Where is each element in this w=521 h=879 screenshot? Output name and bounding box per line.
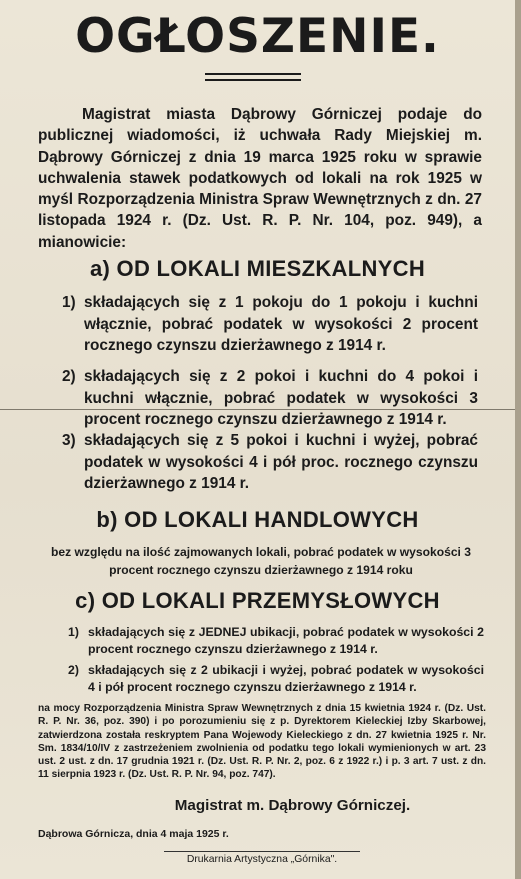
item-text: składających się z JEDNEJ ubikacji, pobrać podatek w wysokości 2 procent rocznego czynszu dzierżawnego z 1914 r. <box>88 625 484 656</box>
section-c-heading: c) OD LOKALI PRZEMYSŁOWYCH <box>75 588 440 613</box>
item-number: 1) <box>68 625 79 639</box>
signature: Magistrat m. Dąbrowy Górniczej. <box>174 797 411 814</box>
item-number: 3) <box>62 432 76 449</box>
legal-note: na mocy Rozporządzenia Ministra Spraw Wewnętrznych z dnia 15 kwietnia 1924 r. (Dz. Ust. R. P. Nr. 36, poz. 390) i po porozumieniu się z p. Dyrektorem Kieleckiej Izby Skarbowej, zatwierdzona została reskryptem Pana Wojewody Kieleckiego z dn. 27 kwietnia 1925 r. Nr. Sm. 1834/10/IV z zastrzeżeniem zwolnienia od podatku tego lokali wymienionych w art. 23 ust. 2 ust. z dn. 17 grudnia 1921 r. (Dz. Ust. R. P. Nr. 2, poz. 6 z 1922 r.) i p. 3 art. 7 ust. z dn. 11 sierpnia 1923 r. (Dz. Ust. R. P. Nr. 94, poz. 747). <box>38 703 486 781</box>
section-a-item-2 <box>62 366 478 431</box>
title-rule-lower <box>205 79 301 81</box>
section-b-heading: b) OD LOKALI HANDLOWYCH <box>96 507 419 532</box>
title-rule-upper <box>205 73 301 75</box>
section-a-heading: a) OD LOKALI MIESZKALNYCH <box>89 256 426 281</box>
item-text: składających się z 2 ubikacji i wyżej, pobrać podatek w wysokości 4 i pół procent rocznego czynszu dzierżawnego z 1914 r. <box>88 663 484 694</box>
notice-title: OGŁOSZENIE. <box>75 9 440 64</box>
section-a-item-1 <box>62 292 478 357</box>
section-b-text: bez względu na ilość zajmowanych lokali, pobrać podatek w wysokości 3 procent rocznego czynszu dzierżawnego z 1914 roku <box>50 545 472 577</box>
item-number: 2) <box>68 663 79 677</box>
issue-date: Dąbrowa Górnicza, dnia 4 maja 1925 r. <box>38 828 229 840</box>
section-a-item-3 <box>62 430 478 495</box>
item-text: składających się z 1 pokoju do 1 pokoju i kuchni włącznie, pobrać podatek w wysokości 2 procent rocznego czynszu dzierżawnego z 1914 r. <box>84 294 478 355</box>
section-c-item-1 <box>68 624 484 658</box>
item-text: składających się z 2 pokoi i kuchni do 4 pokoi i kuchni włącznie, pobrać podatek w wysokości 3 procent rocznego czynszu dzierżawnego z 1914 r. <box>84 368 478 429</box>
printer-imprint: Drukarnia Artystyczna „Górnika". <box>164 851 360 865</box>
item-number: 2) <box>62 368 76 385</box>
item-number: 1) <box>62 294 76 311</box>
section-c-item-2 <box>68 662 484 696</box>
intro-paragraph: Magistrat miasta Dąbrowy Górniczej podaje do publicznej wiadomości, iż uchwała Rady Miejskiej m. Dąbrowy Górniczej z dnia 19 marca 1925 roku w sprawie uchwalenia stawek podatkowych od lokali na rok 1925 w myśl Rozporządzenia Ministra Spraw Wewnętrznych z dn. 27 listopada 1924 r. (Dz. Ust. R. P. Nr. 104, poz. 949), a mianowicie: <box>38 106 482 251</box>
item-text: składających się z 5 pokoi i kuchni i wyżej, pobrać podatek w wysokości 4 i pół proc. rocznego czynszu dzierżawnego z 1914 r. <box>84 432 478 493</box>
